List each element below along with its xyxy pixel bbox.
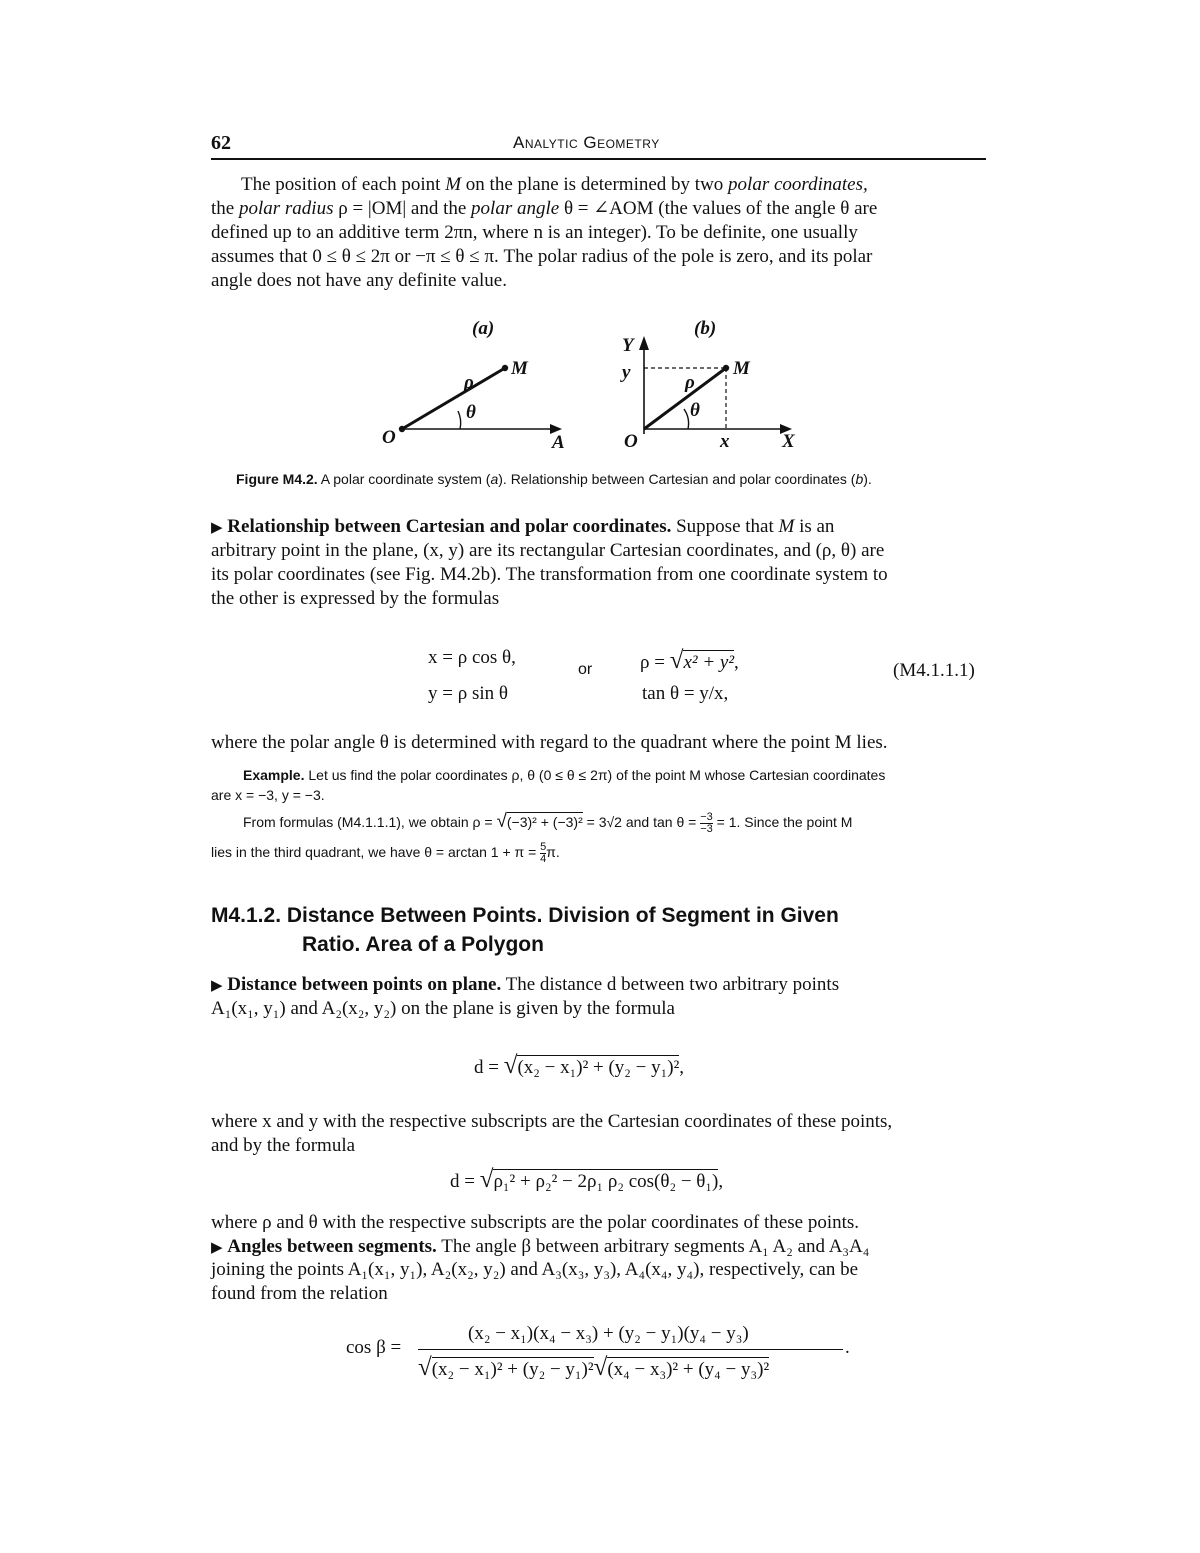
running-title: Analytic Geometry [513, 133, 660, 152]
label-o-a: O [382, 427, 396, 448]
eq-tail: , [718, 1171, 724, 1192]
intro-term: polar coordinates, [728, 174, 868, 195]
eq-or: or [578, 661, 593, 678]
caption-text: ). [863, 471, 872, 487]
intro-text: the [211, 198, 239, 219]
eq-rho-lhs: ρ = [640, 652, 665, 673]
radius-a [402, 368, 505, 429]
eq-radicand: (x₄ − x₃)² + (y₄ − y₃)² [607, 1359, 770, 1380]
triangle-marker-icon: ▶ [211, 978, 223, 994]
intro-text: The position of each point [241, 174, 446, 195]
after-eq1: where the polar angle θ is determined with regard to the quadrant where the point M lies. [211, 732, 888, 753]
label-y: y [622, 362, 631, 383]
triangle-marker-icon: ▶ [211, 520, 223, 536]
eq-lhs: d = [474, 1057, 499, 1078]
point-m-b [723, 365, 729, 371]
fraction-denominator: −3 [700, 823, 713, 835]
intro-var: M [445, 174, 462, 195]
figure-label-a: (a) [472, 318, 495, 339]
section-title-line-1: M4.1.2. Distance Between Points. Division of Segment in Given [211, 904, 839, 927]
example-line-1 [243, 766, 885, 784]
label-a: A [552, 432, 565, 453]
intro-line-4: assumes that 0 ≤ θ ≤ 2π or −π ≤ θ ≤ π. The polar radius of the pole is zero, and its polar [211, 246, 873, 267]
rel-line-2: arbitrary point in the plane, (x, y) are its rectangular Cartesian coordinates, and (ρ, θ) are [211, 540, 885, 561]
caption-label: Figure M4.2. [236, 471, 318, 487]
example-text: Let us find the polar coordinates ρ, θ (0 ≤ θ ≤ 2π) of the point M whose Cartesian coordinates [304, 767, 886, 783]
eq-x-polar: x = ρ cos θ, [428, 647, 516, 668]
intro-line-1 [241, 173, 868, 197]
eq-radicand: ρ₁² + ρ₂² − 2ρ₁ ρ₂ cos(θ₂ − θ₁) [493, 1171, 719, 1192]
label-y-axis: Y [622, 335, 634, 356]
dist-line-3: where x and y with the respective subscripts are the Cartesian coordinates of these points, [211, 1111, 893, 1132]
section-title-line-2: Ratio. Area of a Polygon [302, 933, 544, 956]
dist-heading: Distance between points on plane. [227, 974, 502, 995]
intro-text: ρ = |OM| and the [333, 198, 472, 219]
sqrt-icon: √ [503, 1052, 518, 1079]
angles-heading: Angles between segments. [227, 1236, 437, 1257]
label-rho-b: ρ [685, 372, 695, 393]
intro-line-2 [211, 197, 877, 221]
example-line-2: are x = −3, y = −3. [211, 787, 325, 803]
sqrt-icon: √ [496, 811, 507, 833]
angle-arc-a [458, 411, 461, 429]
dist-line-5: where ρ and θ with the respective subscripts are the polar coordinates of these points. [211, 1212, 860, 1233]
angles-line-2: joining the points A₁(x₁, y₁), A₂(x₂, y₂) and A₃(x₃, y₃), A₄(x₄, y₄), respectively, can be [211, 1259, 859, 1280]
figure-label-b: (b) [694, 318, 717, 339]
dist-line-1 [211, 973, 839, 998]
example-text: = 3√2 and tan θ = [582, 814, 697, 831]
label-rho-a: ρ [464, 372, 474, 393]
dist-line-4: and by the formula [211, 1135, 356, 1156]
dist-text: The distance d between two arbitrary points [501, 974, 840, 995]
example-text: From formulas (M4.1.1.1), we obtain ρ = [243, 814, 493, 831]
sqrt-icon: √ [479, 1166, 494, 1193]
eq-radicand: (x₂ − x₁)² + (y₂ − y₁)² [431, 1359, 594, 1380]
eq-cos-beta-denominator [418, 1354, 769, 1382]
caption-text: b [855, 471, 864, 487]
example-line-4 [211, 842, 560, 865]
intro-line-3: defined up to an additive term 2πn, where n is an integer). To be definite, one usually [211, 222, 858, 243]
eq-distance-polar [450, 1166, 723, 1194]
label-o-b: O [624, 431, 638, 452]
eq-radicand: (x₂ − x₁)² + (y₂ − y₁)² [517, 1057, 680, 1078]
label-x-axis: X [782, 431, 795, 452]
rel-var: M [778, 516, 795, 537]
page-number: 62 [211, 132, 231, 154]
angle-arc-b [684, 409, 689, 429]
dist-line-2: A₁(x₁, y₁) and A₂(x₂, y₂) on the plane is given by the formula [211, 998, 675, 1019]
sqrt-icon: √ [669, 647, 684, 674]
example-radicand: (−3)² + (−3)² [506, 814, 583, 831]
arrow-icon [639, 336, 649, 350]
angles-line-3: found from the relation [211, 1283, 388, 1304]
label-x: x [720, 431, 730, 452]
label-theta-b: θ [690, 400, 700, 421]
example-label: Example. [243, 767, 305, 783]
fraction-denominator: 4 [540, 853, 547, 865]
label-theta-a: θ [466, 402, 476, 423]
example-text: = 1. Since the point M [712, 814, 853, 831]
label-m-b: M [733, 358, 750, 379]
eq-number: (M4.1.1.1) [893, 660, 975, 681]
eq-distance [474, 1052, 684, 1080]
example-line-3 [243, 812, 852, 835]
intro-term: polar angle [471, 198, 560, 219]
angles-line-1 [211, 1235, 869, 1260]
header-rule [211, 158, 986, 160]
caption-text: a [490, 471, 499, 487]
angles-text: The angle β between arbitrary segments A₁ A₂ and A₃A₄ [436, 1236, 870, 1257]
rel-text: is an [794, 516, 835, 537]
example-text: lies in the third quadrant, we have θ = arctan 1 + π = [211, 844, 537, 861]
eq-cos-beta-numerator: (x₂ − x₁)(x₄ − x₃) + (y₂ − y₁)(y₄ − y₃) [468, 1323, 749, 1344]
eq-lhs: d = [450, 1171, 475, 1192]
polar-figure [380, 310, 820, 460]
eq-rho-tail: , [734, 652, 739, 673]
fraction-numerator: −3 [700, 811, 713, 823]
intro-text: on the plane is determined by two [461, 174, 729, 195]
pole-point [399, 426, 405, 432]
rel-line-1 [211, 515, 834, 540]
eq-rho-radicand: x² + y² [683, 652, 735, 673]
label-m-a: M [511, 358, 528, 379]
rel-heading: Relationship between Cartesian and polar coordinates. [227, 516, 672, 537]
intro-term: polar radius [238, 198, 334, 219]
intro-line-5: angle does not have any definite value. [211, 270, 507, 291]
eq-tail: , [679, 1057, 685, 1078]
fraction-numerator: 5 [540, 841, 547, 853]
fraction-bar [418, 1349, 843, 1350]
eq-rho [640, 647, 739, 675]
rel-text: Suppose that [671, 516, 779, 537]
rel-line-4: the other is expressed by the formulas [211, 588, 500, 609]
eq-tan: tan θ = y/x, [642, 683, 729, 704]
figure-caption [236, 470, 872, 488]
caption-text: A polar coordinate system ( [317, 471, 491, 487]
intro-text: θ = ∠AOM (the values of the angle θ are [559, 198, 878, 219]
example-text: π. [546, 844, 560, 861]
rel-line-3: its polar coordinates (see Fig. M4.2b). The transformation from one coordinate system to [211, 564, 888, 585]
example-fraction [700, 812, 713, 835]
triangle-marker-icon: ▶ [211, 1240, 223, 1256]
eq-cos-beta-lhs: cos β = [346, 1337, 402, 1358]
point-m-a [502, 365, 508, 371]
eq-y-polar: y = ρ sin θ [428, 683, 508, 704]
sqrt-icon: √ [593, 1354, 608, 1381]
eq-cos-beta-tail: . [845, 1337, 850, 1358]
sqrt-icon: √ [418, 1354, 432, 1381]
caption-text: ). Relationship between Cartesian and polar coordinates ( [498, 471, 856, 487]
